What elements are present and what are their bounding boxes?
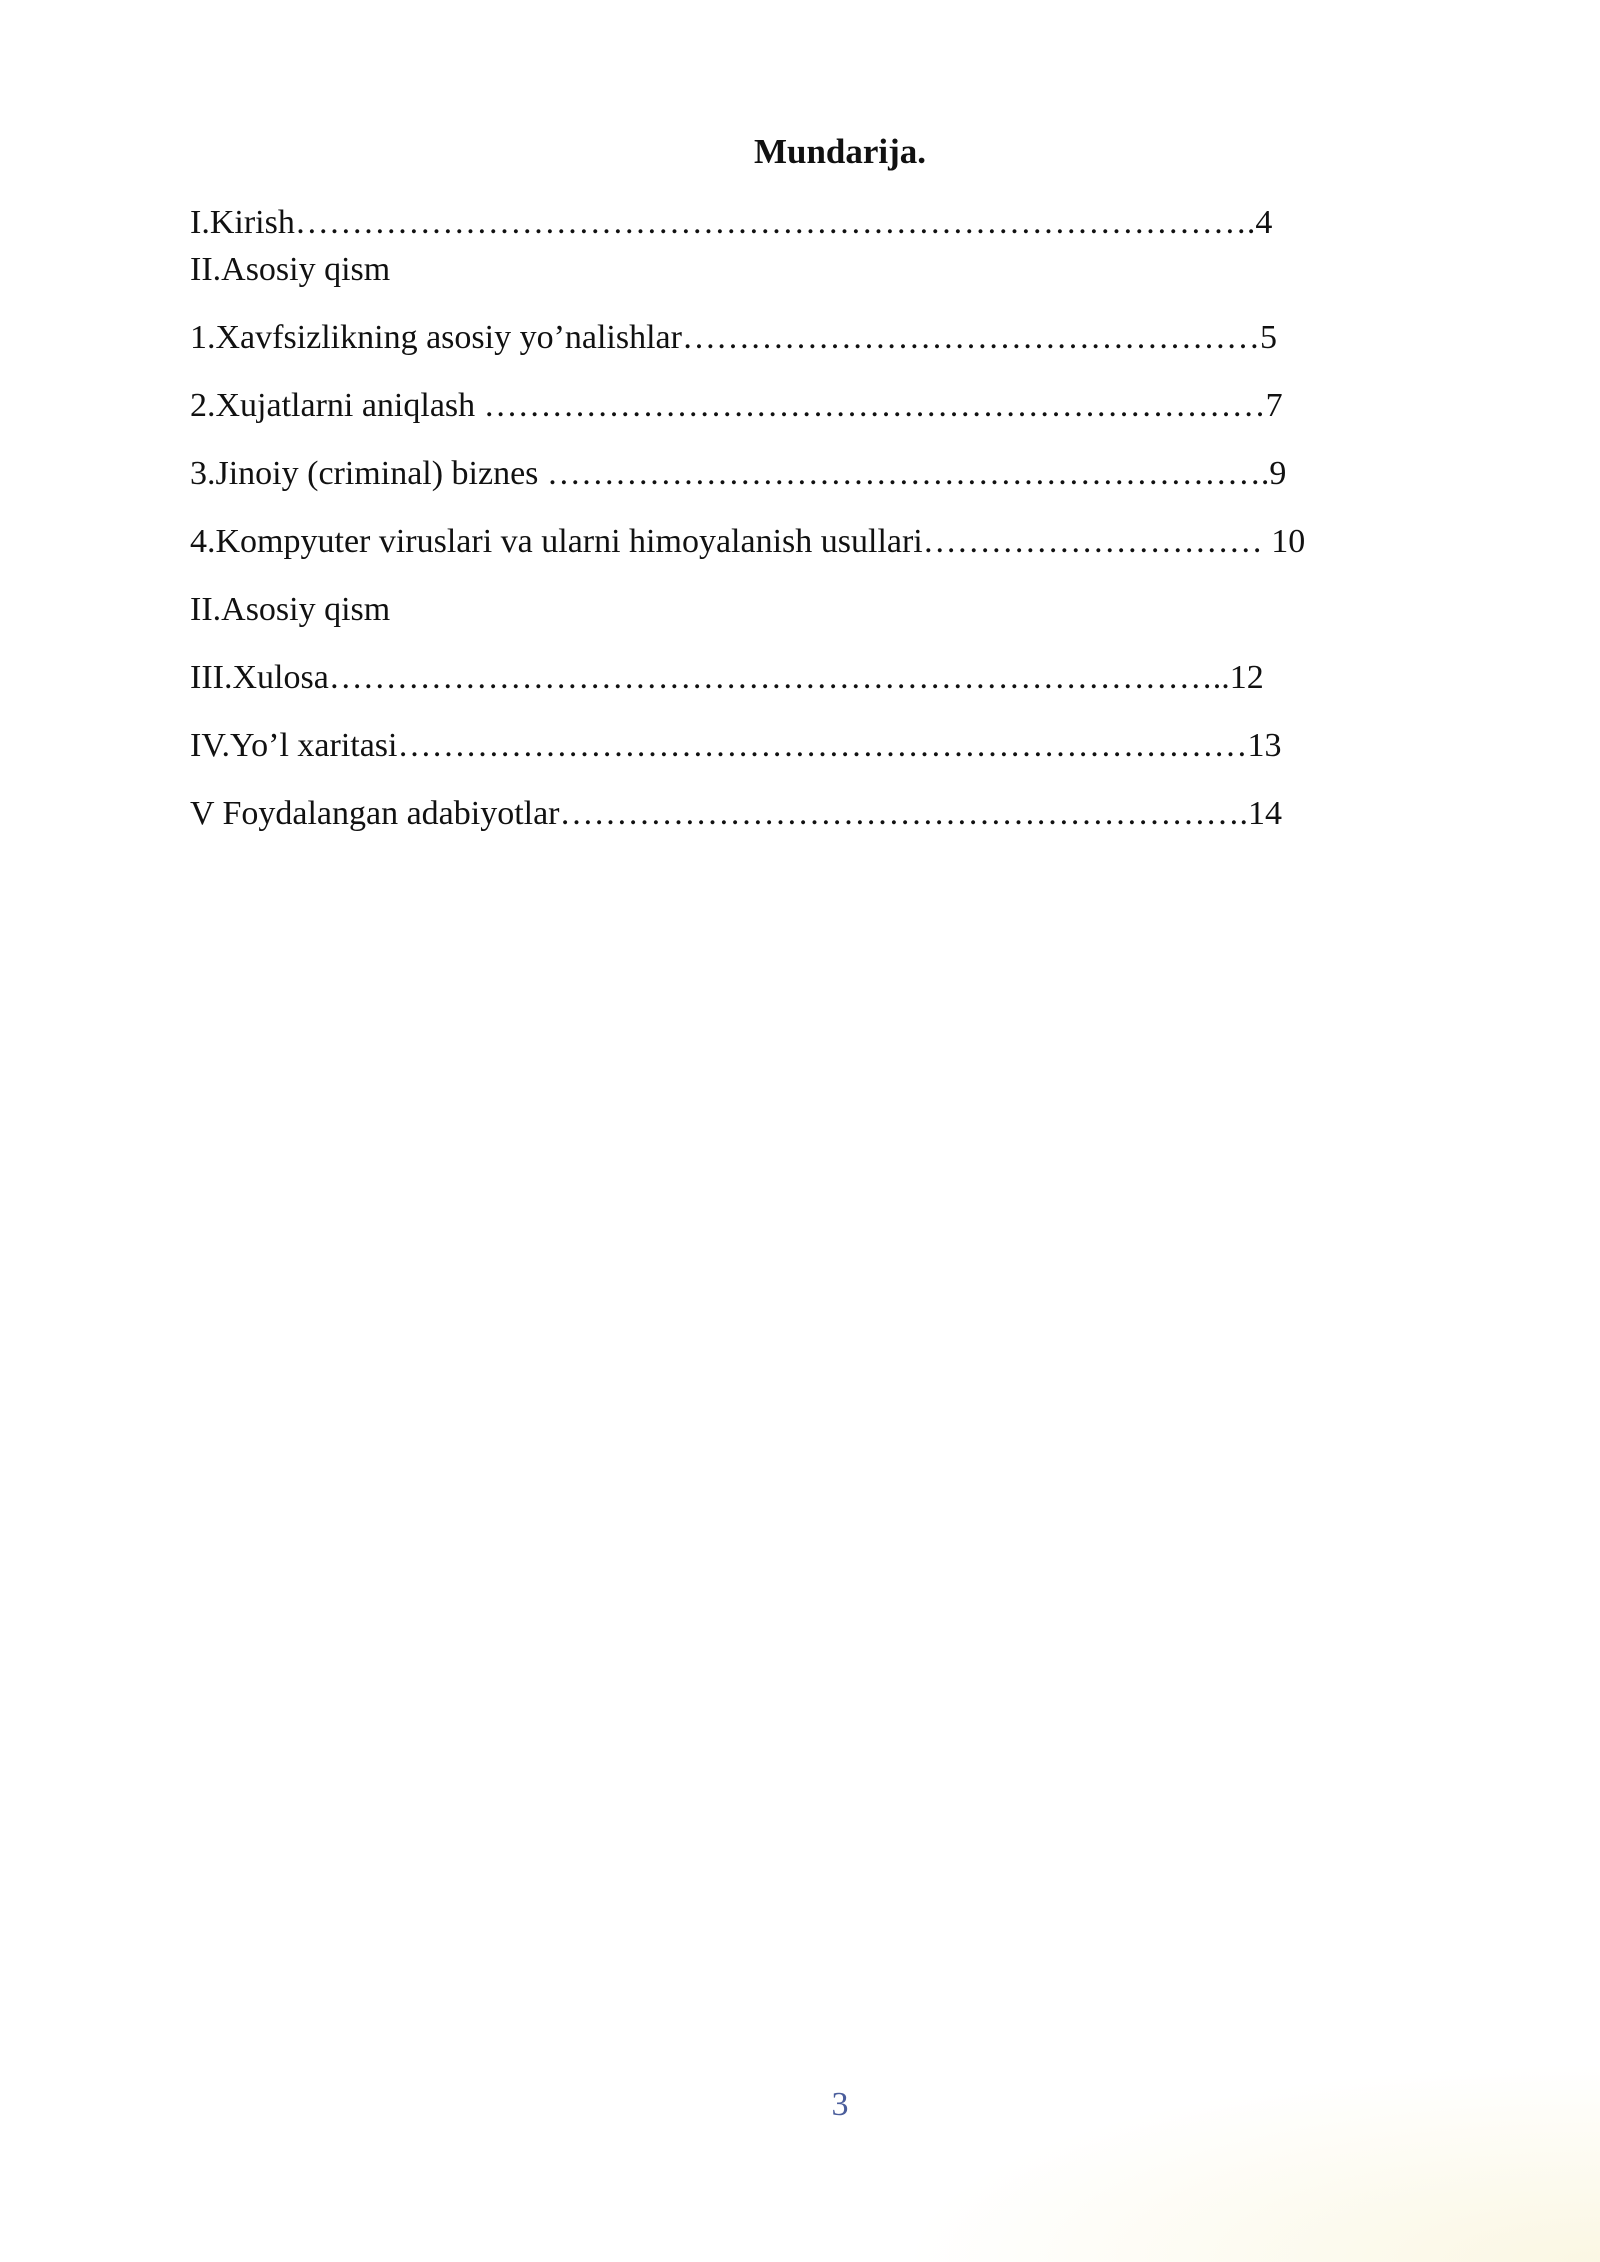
toc-entry-asosiy-qism-2: II.Asosiy qism [190, 591, 391, 628]
toc-entry-asosiy-qism: II.Asosiy qism [190, 251, 391, 288]
toc-title: Mundarija. [753, 132, 927, 171]
toc-entry-kompyuter-viruslari: 4.Kompyuter viruslari va ularni himoyalanish usullari………………………… 10 [190, 523, 1306, 560]
toc-entry-adabiyotlar: V Foydalangan adabiyotlar…………………………………………………….14 [190, 795, 1283, 832]
toc-entry-xavfsizlik: 1.Xavfsizlikning asosiy yo’nalishlar……………………………………………5 [190, 319, 1277, 356]
toc-entry-xujatlar: 2.Xujatlarni aniqlash ……………………………………………………………7 [190, 387, 1283, 424]
scan-corner-tint [900, 2062, 1600, 2262]
page-number: 3 [831, 2086, 849, 2123]
toc-entry-xulosa: III.Xulosa……………………………………………………………………..12 [190, 659, 1264, 696]
toc-entry-kirish: I.Kirish………………………………………………………………………….4 [190, 204, 1273, 241]
toc-entry-yol-xaritasi: IV.Yo’l xaritasi…………………………………………………………………13 [190, 727, 1282, 764]
toc-entry-jinoiy-biznes: 3.Jinoiy (criminal) biznes ……………………………………………………….9 [190, 455, 1287, 492]
